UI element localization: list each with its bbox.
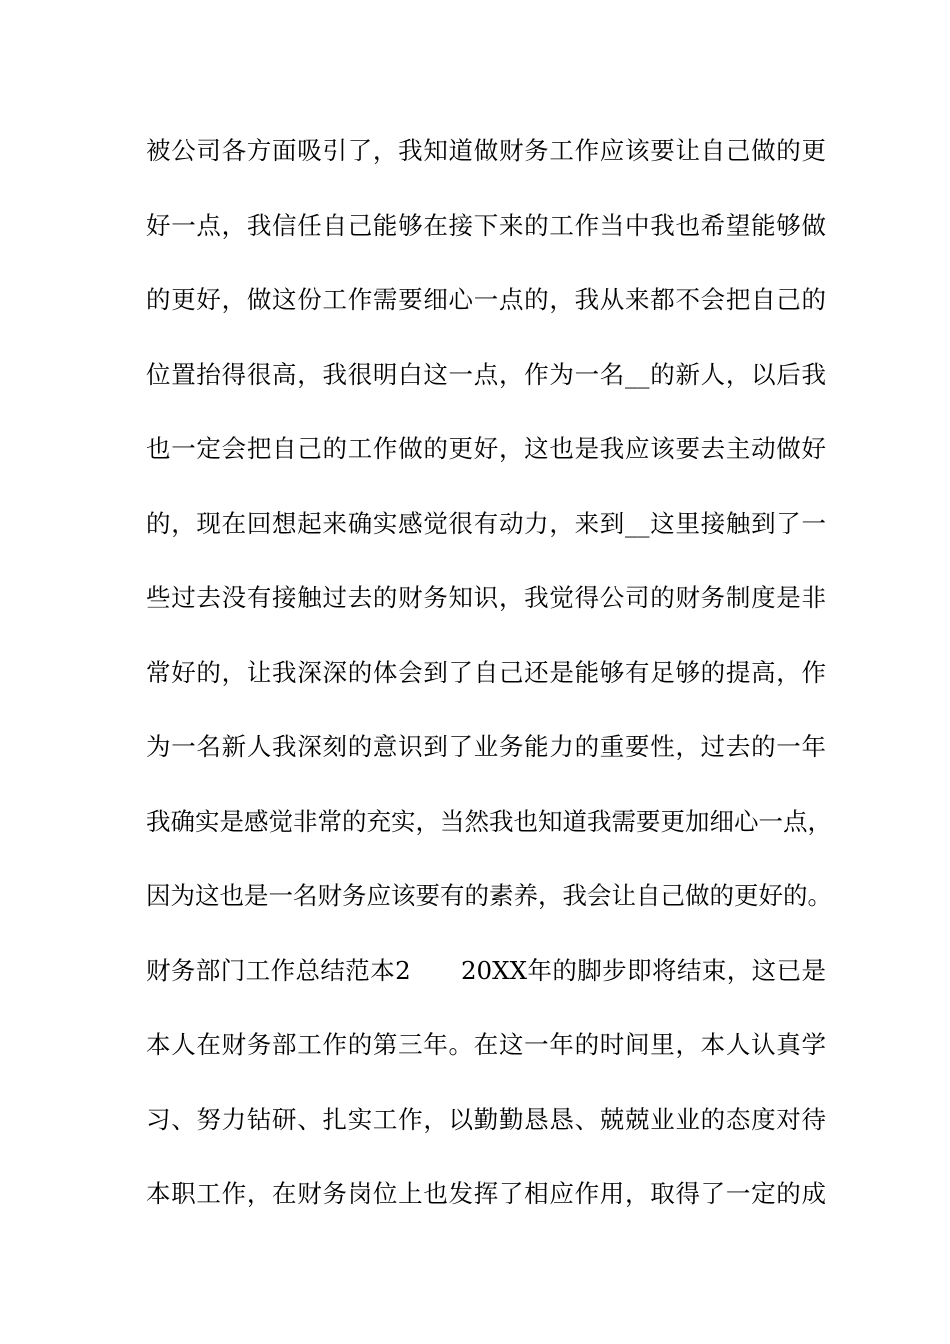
text-line-5: 也一定会把自己的工作做的更好，这也是我应该要去主动做好	[146, 434, 826, 463]
text-line-7: 些过去没有接触过去的财务知识，我觉得公司的财务制度是非	[146, 583, 826, 612]
text-line-11: 因为这也是一名财务应该要有的素养，我会让自己做的更好的。	[146, 881, 832, 910]
text-line-1: 被公司各方面吸引了，我知道做财务工作应该要让自己做的更	[146, 136, 826, 165]
text-line-10: 我确实是感觉非常的充实，当然我也知道我需要更加细心一点，	[146, 806, 832, 836]
text-line-4: 位置抬得很高，我很明白这一点，作为一名__的新人，以后我	[146, 359, 826, 389]
text-line-3: 的更好，做这份工作需要细心一点的，我从来都不会把自己的	[146, 285, 826, 314]
text-line-2: 好一点，我信任自己能够在接下来的工作当中我也希望能够做	[146, 210, 826, 240]
text-line-13: 本人在财务部工作的第三年。在这一年的时间里，本人认真学	[146, 1030, 826, 1059]
body-text	[146, 131, 832, 1249]
text-line-15: 本职工作，在财务岗位上也发挥了相应作用，取得了一定的成	[146, 1179, 826, 1208]
text-line-12: 财务部门工作总结范本2 20XX年的脚步即将结束，这已是	[146, 955, 826, 985]
text-line-9: 为一名新人我深刻的意识到了业务能力的重要性，过去的一年	[146, 732, 826, 761]
text-line-6: 的，现在回想起来确实感觉很有动力，来到__这里接触到了一	[146, 508, 826, 538]
text-line-8: 常好的，让我深深的体会到了自己还是能够有足够的提高，作	[146, 657, 826, 687]
text-line-14: 习、努力钻研、扎实工作，以勤勤恳恳、兢兢业业的态度对待	[146, 1104, 826, 1134]
